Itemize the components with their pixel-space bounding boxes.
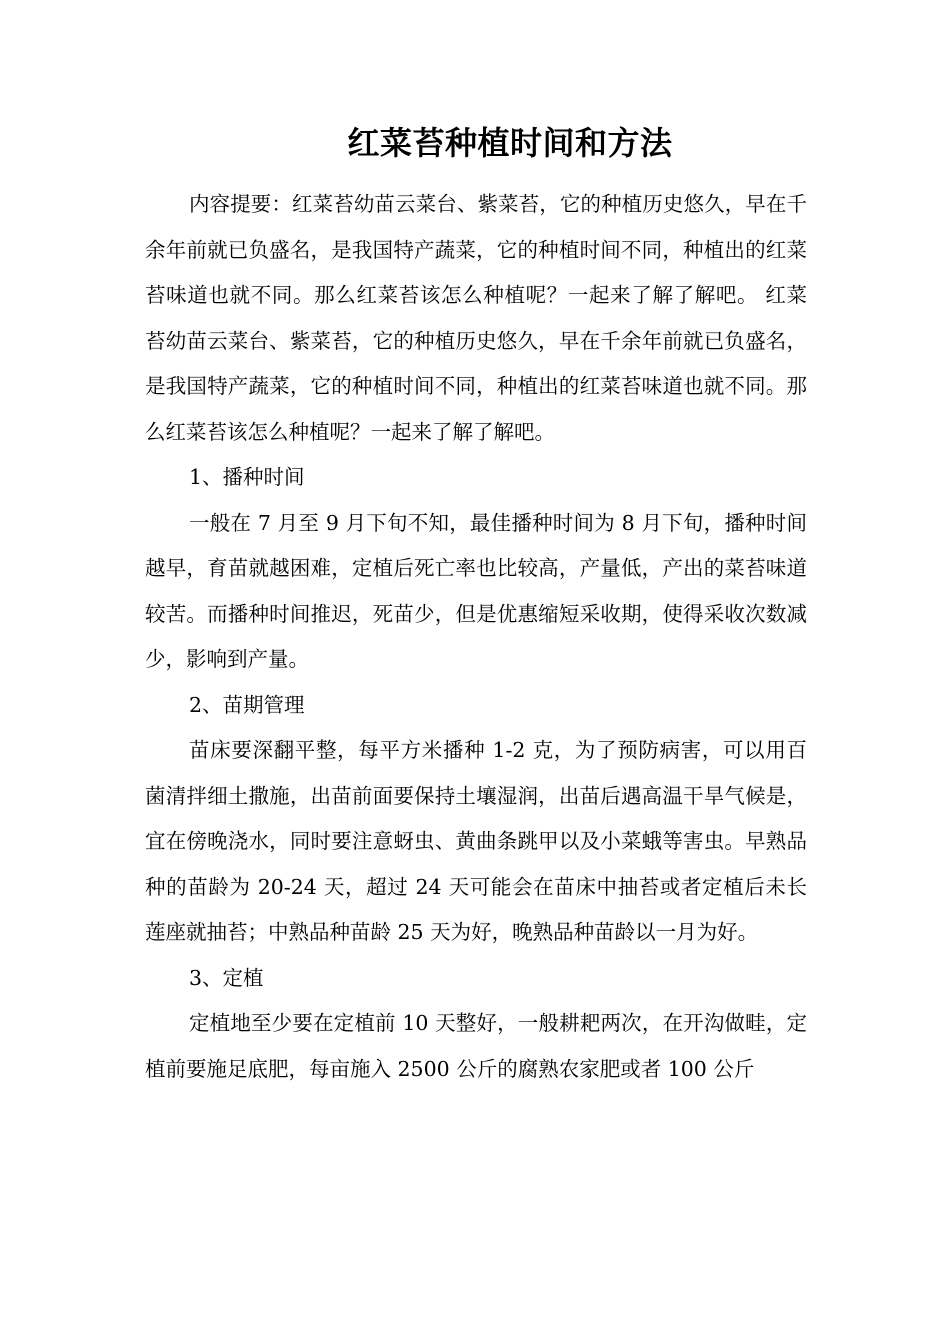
document-title: 红菜苔种植时间和方法 — [347, 124, 673, 162]
paragraph-sowing-time: 一般在 7 月至 9 月下旬不知，最佳播种时间为 8 月下旬，播种时间越早，育苗就越困难，定植后死亡率也比较高，产量低，产出的菜苔味道较苦。而播种时间推迟，死苗少，但是优惠缩短采收期，使得采收次数减少，影响到产量。 — [145, 510, 807, 671]
document-body — [145, 182, 807, 1092]
section-heading-seedling-management: 2、苗期管理 — [189, 692, 305, 717]
paragraph-summary: 内容提要：红菜苔幼苗云菜台、紫菜苔，它的种植历史悠久，早在千余年前就已负盛名，是我国特产蔬菜，它的种植时间不同，种植出的红菜苔味道也就不同。那么红菜苔该怎么种植呢？一起来了解了解吧。 红菜苔幼苗云菜台、紫菜苔，它的种植历史悠久，早在千余年前就已负盛名，是我国特产蔬菜，它的种植时间不同，种植出的红菜苔味道也就不同。那么红菜苔该怎么种植呢？一起来了解了解吧。 — [145, 192, 807, 444]
paragraph-transplanting: 定植地至少要在定植前 10 天整好，一般耕耙两次，在开沟做畦，定植前要施足底肥，每亩施入 2500 公斤的腐熟农家肥或者 100 公斤 — [145, 1011, 807, 1081]
section-heading-sowing-time: 1、播种时间 — [189, 465, 305, 489]
paragraph-seedling-management: 苗床要深翻平整，每平方米播种 1-2 克，为了预防病害，可以用百菌清拌细土撒施，出苗前面要保持土壤湿润，出苗后遇高温干旱气候是，宜在傍晚浇水，同时要注意蚜虫、黄曲条跳甲以及小菜蛾等害虫。早熟品种的苗龄为 20-24 天，超过 24 天可能会在苗床中抽苔或者定植后未长莲座就抽苔；中熟品种苗龄 25 天为好，晚熟品种苗龄以一月为好。 — [145, 738, 807, 944]
section-heading-transplanting: 3、定植 — [189, 965, 264, 990]
